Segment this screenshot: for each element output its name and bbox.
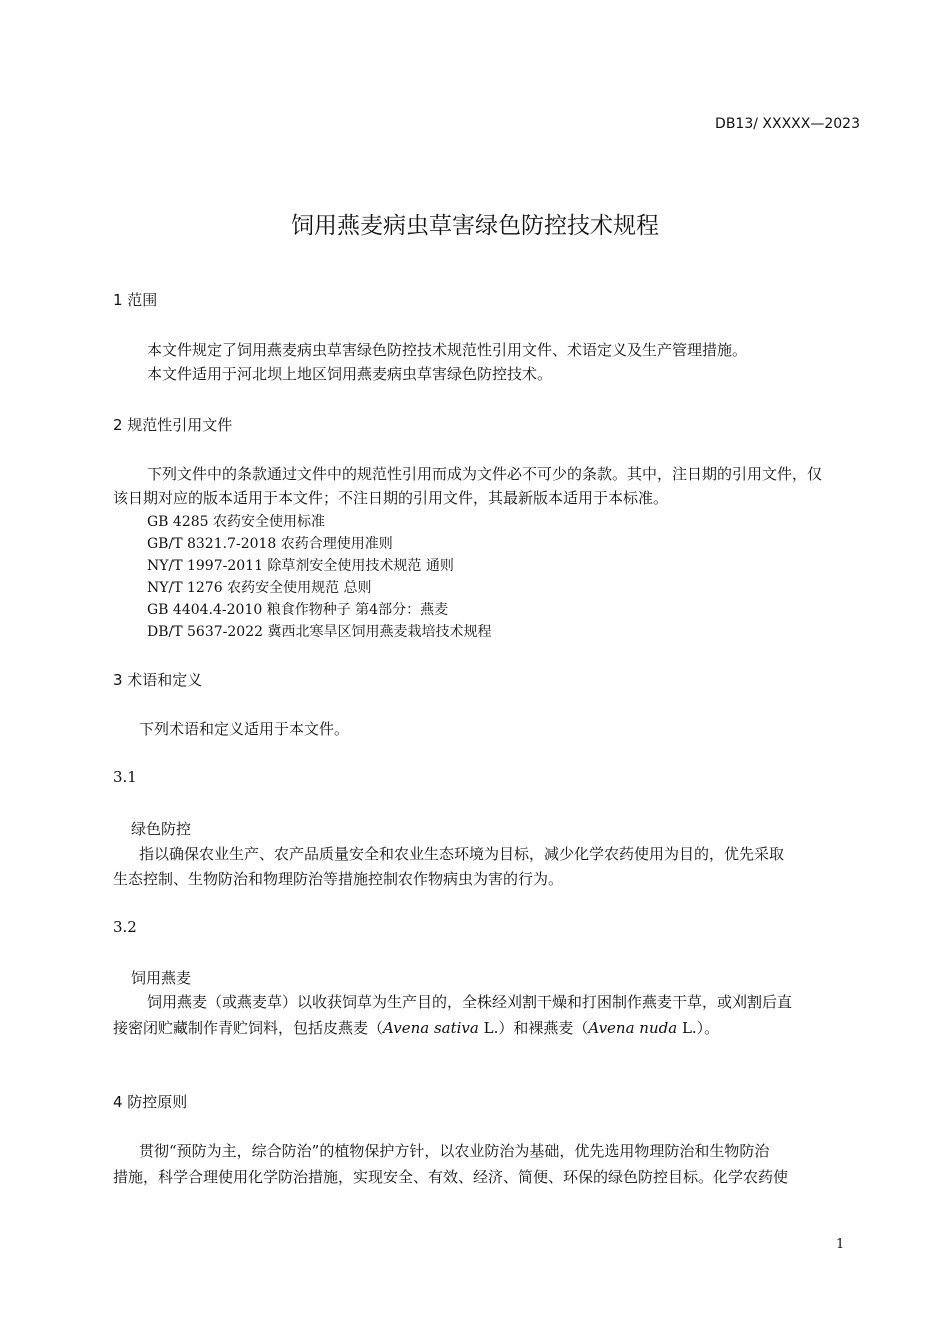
reference-item: NY/T 1997-2011 除草剂安全使用技术规范 通则 (147, 558, 454, 574)
def-text: L.）。 (677, 1019, 720, 1037)
section-3-heading: 3 术语和定义 (113, 671, 203, 689)
species-name: Avena sativa (383, 1019, 479, 1037)
reference-item: GB/T 8321.7-2018 农药合理使用准则 (147, 536, 393, 552)
s3-intro: 下列术语和定义适用于本文件。 (139, 720, 350, 738)
term-3-1-def-line-1: 指以确保农业生产、农产品质量安全和农业生态环境为目标，减少化学农药使用为目的，优先采取 (139, 845, 785, 863)
def-text: 接密闭贮藏制作青贮饲料，包括皮燕麦（ (113, 1019, 384, 1037)
species-name: Avena nuda (588, 1019, 678, 1037)
term-3-2-def-line-2 (113, 1017, 719, 1038)
term-3-1-def-line-2: 生态控制、生物防治和物理防治等措施控制农作物病虫为害的行为。 (113, 870, 564, 888)
section-1-heading: 1 范围 (113, 291, 158, 309)
term-3-1-title: 绿色防控 (131, 820, 192, 838)
s2-intro-line-2: 该日期对应的版本适用于本文件；不注日期的引用文件，其最新版本适用于本标准。 (113, 489, 669, 507)
section-4-heading: 4 防控原则 (113, 1093, 188, 1111)
term-3-2-def-line-1: 饲用燕麦（或燕麦草）以收获饲草为生产目的，全株经刈割干燥和打困制作燕麦干草，或刈割后直 (147, 993, 793, 1011)
reference-item: GB 4285 农药安全使用标准 (147, 514, 326, 530)
s1-paragraph-1: 本文件规定了饲用燕麦病虫草害绿色防控技术规范性引用文件、术语定义及生产管理措施。 (147, 341, 748, 359)
document-number: DB13/ XXXXX—2023 (715, 116, 860, 132)
reference-item: NY/T 1276 农药安全使用规范 总则 (147, 580, 372, 596)
term-3-2-title: 饲用燕麦 (131, 969, 192, 987)
term-3-2-number: 3.2 (113, 918, 137, 936)
def-text: L.）和裸燕麦（ (478, 1019, 589, 1037)
page-number: 1 (836, 1237, 845, 1252)
document-title: 饲用燕麦病虫草害绿色防控技术规程 (291, 213, 659, 239)
section-2-heading: 2 规范性引用文件 (113, 416, 233, 434)
s4-paragraph-line-1: 贯彻“预防为主，综合防治”的植物保护方针，以农业防治为基础，优先选用物理防治和生物防治 (139, 1142, 770, 1160)
s4-paragraph-line-2: 措施，科学合理使用化学防治措施，实现安全、有效、经济、简便、环保的绿色防控目标。化学农药使 (113, 1168, 789, 1186)
reference-item: DB/T 5637-2022 冀西北寒旱区饲用燕麦栽培技术规程 (147, 624, 492, 640)
term-3-1-number: 3.1 (113, 768, 137, 786)
s2-intro-line-1: 下列文件中的条款通过文件中的规范性引用而成为文件必不可少的条款。其中，注日期的引用文件，仅 (147, 465, 823, 483)
reference-item: GB 4404.4-2010 粮食作物种子 第4部分：燕麦 (147, 602, 449, 618)
s1-paragraph-2: 本文件适用于河北坝上地区饲用燕麦病虫草害绿色防控技术。 (147, 365, 553, 383)
